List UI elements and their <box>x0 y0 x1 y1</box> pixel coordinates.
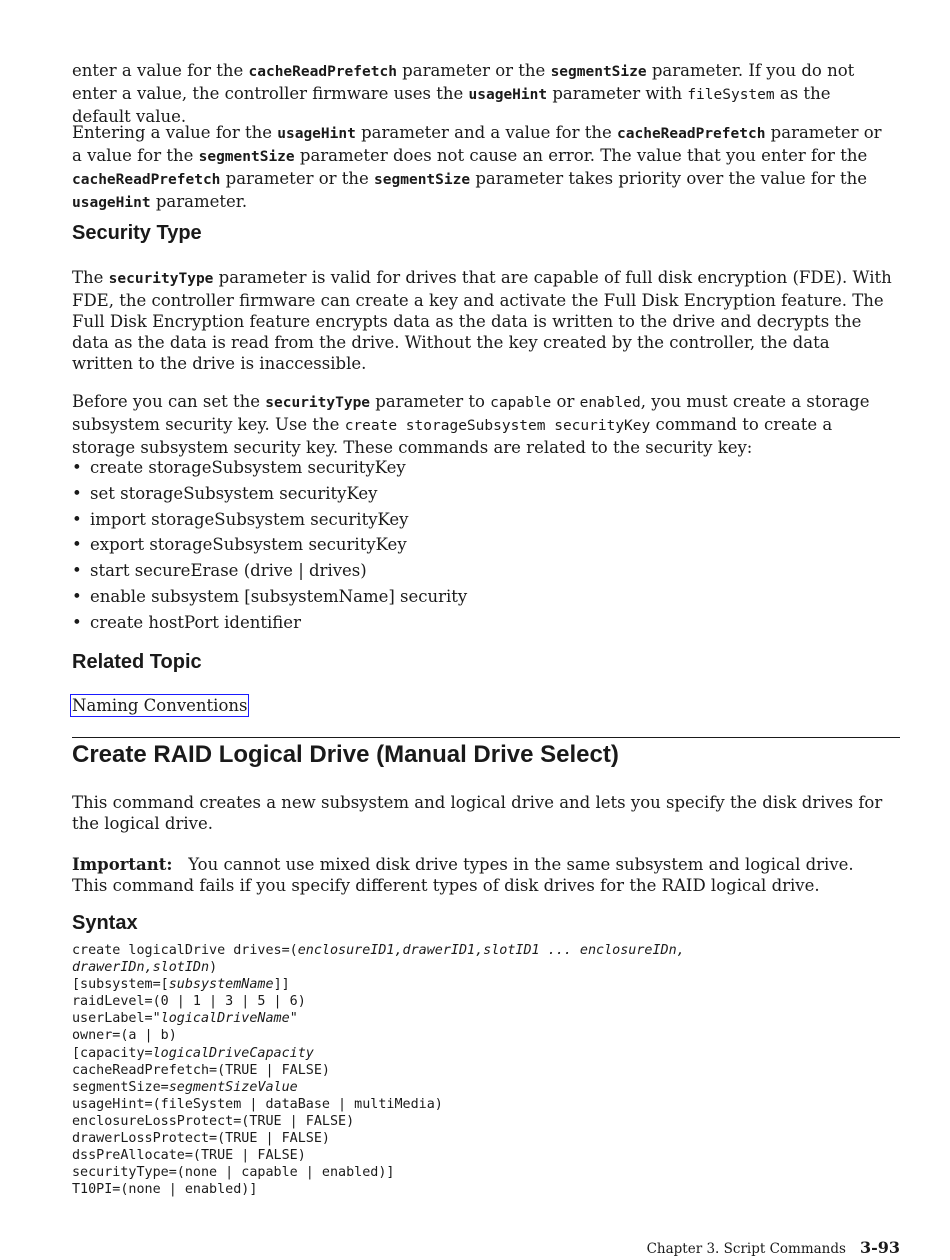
keyword: securityType <box>108 271 214 287</box>
code-text: ) <box>209 960 218 976</box>
list-item: • start secureErase (drive | drives) <box>72 558 892 584</box>
keyword: segmentSize <box>550 64 647 80</box>
text: , you must create a storage subsystem security key. Use the <box>72 392 870 434</box>
text: parameter takes priority over the value for the <box>470 169 868 188</box>
paragraph-security-key <box>72 391 892 458</box>
paragraph-command-description: This command creates a new subsystem and logical drive and lets you specify the disk drives for the logical drive. <box>72 793 883 833</box>
list-item: • import storageSubsystem securityKey <box>72 507 892 533</box>
text: command to create a storage subsystem security key. These commands are related to the security key: <box>72 415 833 457</box>
text: parameter. If you do not enter a value, the controller firmware uses the <box>72 61 855 103</box>
keyword: fileSystem <box>687 87 775 103</box>
code-variable: segmentSizeValue <box>168 1079 298 1095</box>
keyword: cacheReadPrefetch <box>72 172 221 188</box>
list-item: • export storageSubsystem securityKey <box>72 532 892 558</box>
code-text: segmentSize= <box>72 1079 169 1095</box>
text: parameter or a value for the <box>72 123 882 165</box>
section-divider <box>72 737 900 738</box>
keyword: cacheReadPrefetch <box>617 126 766 142</box>
keyword: usageHint <box>72 195 151 211</box>
text: enter a value for the <box>72 61 249 80</box>
text: parameter or the <box>220 169 375 188</box>
keyword: usageHint <box>277 126 356 142</box>
list-item: • set storageSubsystem securityKey <box>72 481 892 507</box>
page-footer <box>647 1238 900 1257</box>
text: parameter. <box>150 192 248 211</box>
code-variable: subsystemName <box>168 977 274 993</box>
code-text: [subsystem=[ <box>72 977 169 993</box>
text: parameter with <box>547 84 688 103</box>
list-item: • create hostPort identifier <box>72 610 892 636</box>
heading-syntax: Syntax <box>72 912 138 934</box>
keyword: usageHint <box>468 87 548 103</box>
text: The <box>72 268 109 287</box>
syntax-code-block <box>72 942 685 1198</box>
text: Before you can set the <box>72 392 266 411</box>
code-text: drawerLossProtect=(TRUE | FALSE) <box>72 1131 330 1147</box>
code-text: " <box>289 1011 298 1027</box>
code-text: securityType=(none | capable | enabled)] <box>72 1165 395 1181</box>
naming-conventions-link[interactable]: Naming Conventions <box>72 696 248 715</box>
list-item: • enable subsystem [subsystemName] security <box>72 584 892 610</box>
keyword: create storageSubsystem securityKey <box>344 418 651 434</box>
text: parameter is valid for drives that are capable of full disk encryption (FDE). With FDE, the controller firmware can create a key and activate the Full Disk Encryption feature. The Full Disk Encryption feature encrypts data as the data is written to the drive and decrypts the data as the data is read from the drive. Without the key created by the controller, the data written to the drive is inaccessible. <box>72 268 892 373</box>
paragraph-security-type <box>72 267 892 374</box>
code-variable: logicalDriveCapacity <box>152 1045 314 1061</box>
code-text: raidLevel=(0 | 1 | 3 | 5 | 6) <box>72 994 306 1010</box>
code-text: [capacity= <box>72 1045 153 1061</box>
heading-security-type: Security Type <box>72 222 202 244</box>
code-text: dssPreAllocate=(TRUE | FALSE) <box>72 1148 306 1164</box>
keyword: segmentSize <box>374 172 471 188</box>
text: You cannot use mixed disk drive types in the same subsystem and logical drive. This command fails if you specify different types of disk drives for the RAID logical drive. <box>72 855 854 895</box>
footer-chapter: Chapter 3. Script Commands <box>646 1241 846 1257</box>
text: parameter or the <box>396 61 551 80</box>
security-key-command-list <box>72 455 892 636</box>
text: parameter and a value for the <box>355 123 618 142</box>
code-text: usageHint=(fileSystem | dataBase | multiMedia) <box>72 1096 443 1112</box>
text: as the default value. <box>72 84 831 126</box>
code-text: T10PI=(none | enabled)] <box>72 1182 258 1198</box>
paragraph-priority <box>72 122 892 214</box>
keyword: segmentSize <box>198 149 295 165</box>
paragraph-default-value <box>72 60 892 127</box>
code-text: create logicalDrive drives=( <box>72 943 298 958</box>
code-text: cacheReadPrefetch=(TRUE | FALSE) <box>72 1062 330 1078</box>
list-item: • create storageSubsystem securityKey <box>72 455 892 481</box>
heading-related-topic: Related Topic <box>72 651 202 673</box>
code-text: ]] <box>273 977 290 993</box>
section-title: Create RAID Logical Drive (Manual Drive Select) <box>72 741 619 768</box>
text: parameter does not cause an error. The value that you enter for the <box>294 146 868 165</box>
text: Entering a value for the <box>72 123 278 142</box>
paragraph-important <box>72 854 892 896</box>
page-number: 3-93 <box>859 1238 900 1257</box>
keyword: cacheReadPrefetch <box>248 64 397 80</box>
code-text: enclosureLossProtect=(TRUE | FALSE) <box>72 1113 355 1129</box>
code-variable: drawerIDn,slotIDn <box>72 960 210 976</box>
keyword: capable <box>490 395 552 411</box>
keyword: securityType <box>265 395 371 411</box>
keyword: enabled <box>579 395 641 411</box>
code-text: userLabel=" <box>72 1011 161 1027</box>
text: parameter to <box>370 392 491 411</box>
code-variable: enclosureID1,drawerID1,slotID1 ... enclosureIDn, <box>297 943 685 958</box>
text: or <box>551 392 580 411</box>
code-text: owner=(a | b) <box>72 1028 177 1044</box>
code-variable: logicalDriveName <box>160 1011 290 1027</box>
important-label: Important: <box>72 855 173 874</box>
